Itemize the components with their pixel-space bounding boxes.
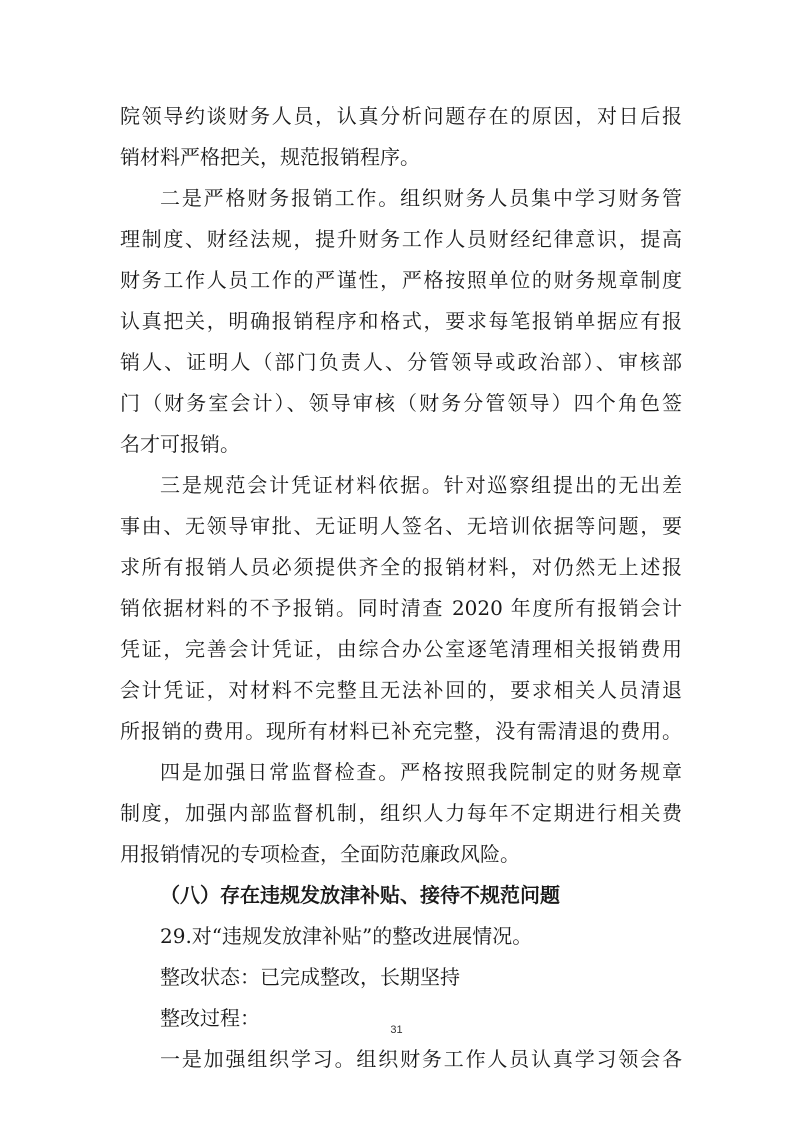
text-line: 三是规范会计凭证材料依据。针对巡察组提出的无出差 <box>160 473 682 497</box>
section-heading: （八）存在违规发放津补贴、接待不规范问题 <box>160 883 560 907</box>
text-line: 二是严格财务报销工作。组织财务人员集中学习财务管 <box>160 186 682 210</box>
text-line: 用报销情况的专项检查，全面防范廉政风险。 <box>120 842 520 866</box>
text-line: 整改状态：已完成整改，长期坚持 <box>160 965 460 989</box>
text-line: 事由、无领导审批、无证明人签名、无培训依据等问题，要 <box>120 514 682 538</box>
text-line: 所报销的费用。现所有材料已补充完整，没有需清退的费用。 <box>120 719 682 743</box>
text-line: 理制度、财经法规，提升财务工作人员财经纪律意识，提高 <box>120 227 682 251</box>
text-line: 销人、证明人（部门负责人、分管领导或政治部）、审核部 <box>120 350 682 374</box>
text-line: 院领导约谈财务人员，认真分析问题存在的原因，对日后报 <box>120 104 682 128</box>
page-number: 31 <box>390 1024 403 1036</box>
text-line: 凭证，完善会计凭证，由综合办公室逐笔清理相关报销费用 <box>120 637 682 661</box>
text-line: 认真把关，明确报销程序和格式，要求每笔报销单据应有报 <box>120 309 682 333</box>
text-line: 销依据材料的不予报销。同时清查 2020 年度所有报销会计 <box>120 596 682 620</box>
text-line: 门（财务室会计）、领导审核（财务分管领导）四个角色签 <box>120 391 682 415</box>
text-line: 名才可报销。 <box>120 432 240 456</box>
text-line: 销材料严格把关，规范报销程序。 <box>120 145 420 169</box>
text-line: 制度，加强内部监督机制，组织人力每年不定期进行相关费 <box>120 801 682 825</box>
text-line: 29.对“违规发放津补贴”的整改进展情况。 <box>160 924 533 948</box>
body-text <box>120 96 682 1080</box>
text-line: 求所有报销人员必须提供齐全的报销材料，对仍然无上述报 <box>120 555 682 579</box>
text-line: 财务工作人员工作的严谨性，严格按照单位的财务规章制度 <box>120 268 682 292</box>
text-line: 四是加强日常监督检查。严格按照我院制定的财务规章 <box>160 760 682 784</box>
text-line: 一是加强组织学习。组织财务工作人员认真学习领会各 <box>160 1047 682 1071</box>
text-line: 整改过程： <box>160 1006 260 1030</box>
text-line: 会计凭证，对材料不完整且无法补回的，要求相关人员清退 <box>120 678 682 702</box>
